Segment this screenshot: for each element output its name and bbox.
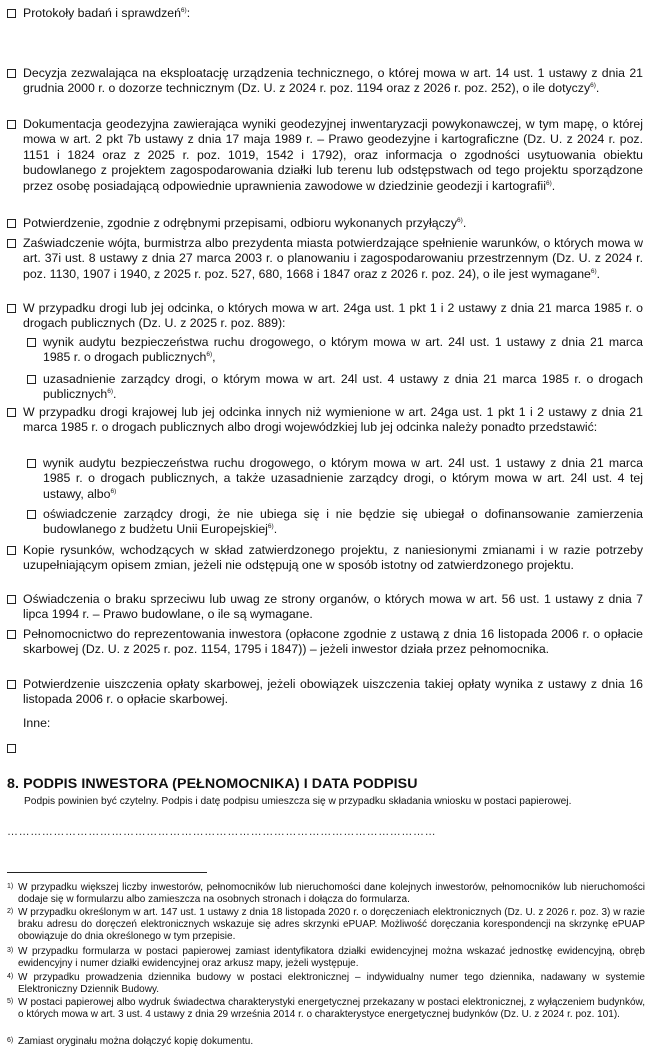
attachment-mayor-certificate: Zaświadczenie wójta, burmistrza albo prezydenta miasta potwierdzające spełnienie warunków, o których mowa w art. 37i ust. 8 ustawy z dnia 27 marca 2003 r. o planowaniu i zagospodarowaniu przestrzennym (Dz. U. z 2024 r. poz. 1130, 1907 i 1940, z 2025 r. poz. 527, 680, 1668 i 1847 oraz z 2026 r. poz. 24), o ile jest wymagane$^{6)}$. [7, 236, 643, 282]
footnote-number: 1) [7, 883, 14, 890]
attachment-no-objection-statements [7, 592, 643, 623]
item-text: Decyzja zezwalająca na eksploatację urządzenia technicznego, o której mowa w art. 14 ust. 1 ustawy z dnia 21 grudnia 2000 r. o dozorze technicznym (Dz. U. z 2024 r. poz. 1194 oraz z 2026 r. poz. 252), o ile dotyczy [23, 66, 643, 96]
footnote-2 [7, 907, 645, 944]
item-text: uzasadnienie zarządcy drogi, o którym mowa w art. 24l ust. 4 ustawy z dnia 21 marca 1985 r. o drogach publicznych [43, 372, 643, 402]
footnote-6 [7, 1036, 645, 1048]
checkbox-other[interactable] [7, 744, 16, 753]
checkbox-stamp-duty-confirmation[interactable] [7, 680, 16, 689]
checkbox-no-objection-statements[interactable] [7, 595, 16, 604]
checkbox-road-audit-and-justification[interactable] [27, 459, 36, 468]
footnote-number: 5) [7, 998, 14, 1005]
item-text: wynik audytu bezpieczeństwa ruchu drogowego, o którym mowa w art. 24l ust. 1 ustawy z dnia 21 marca 1985 r. o drogach publicznych, a także uzasadnienie zarządcy drogi, o którym mowa w art. 24l ust. 4 tej ustawy, albo [43, 456, 643, 501]
item-text: Dokumentacja geodezyjna zawierająca wyniki geodezyjnej inwentaryzacji powykonawczej, w tym mapę, o której mowa w art. 2 pkt 7b ustawy z dnia 17 maja 1989 r. – Prawo geodezyjne i kartograficzne (Dz. U. z 2024 r. poz. 1151 i 1824 oraz z 2025 r. poz. 1019, 1542 i 1792), oraz informacja o zgodności usytuowania obiektu budowlanego z projektem zagospodarowania działki lub terenu lub odstępstwach od tego projektu sporządzone przez osobę posiadającą odpowiednie uprawnienia zawodowe w dziedzinie geodezji i kartografii [23, 117, 643, 193]
footnote-text: W przypadku prowadzenia dziennika budowy w postaci elektronicznej – indywidualny numer tego dziennika, nadawany w systemie Elektroniczny Dziennik Budowy. [18, 972, 645, 996]
checkbox-drawing-copies[interactable] [7, 546, 16, 555]
checkbox-mayor-certificate[interactable] [7, 239, 16, 248]
footnote-ref: 6) [206, 351, 213, 359]
attachment-power-of-attorney [7, 627, 643, 658]
attachment-eu-funding-statement: oświadczenie zarządcy drogi, że nie ubiega się i nie będzie się ubiegał o dofinansowanie zamierzenia budowlanego z budżetu Unii Europejskiej$^{6)}$. [27, 507, 643, 538]
footnote-5 [7, 997, 645, 1021]
attachment-drawing-copies [7, 543, 643, 574]
footnote-number: 2) [7, 908, 14, 915]
footnote-ref: 6) [545, 179, 552, 187]
checkbox-public-roads[interactable] [7, 304, 16, 313]
attachment-geodetic-documentation: Dokumentacja geodezyjna zawierająca wyniki geodezyjnej inwentaryzacji powykonawczej, w tym mapę, o której mowa w art. 2 pkt 7b ustawy z dnia 17 maja 1989 r. – Prawo geodezyjne i kartograficzne (Dz. U. z 2024 r. poz. 1151 i 1824 oraz z 2025 r. poz. 1019, 1542 i 1792), oraz informacja o zgodności usytuowania obiektu budowlanego z projektem zagospodarowania działki lub terenu lub odstępstwach od tego projektu sporządzone przez osobę posiadającą odpowiednie uprawnienia zawodowe w dziedzinie geodezji i kartografii$^{6)}$. [7, 117, 643, 194]
footnote-ref: 6) [110, 487, 117, 495]
checkbox-test-protocols[interactable] [7, 9, 16, 18]
footnote-text: W przypadku formularza w postaci papierowej zamiast identyfikatora działki ewidencyjnej można wskazać jednostkę ewidencyjną, obręb ewidencyjny i numer działki ewidencyjnej oraz arkusz mapy, jeżeli występuje. [18, 946, 645, 970]
checkbox-eu-funding-statement[interactable] [27, 510, 36, 519]
attachment-road-manager-justification: uzasadnienie zarządcy drogi, o którym mowa w art. 24l ust. 4 ustawy z dnia 21 marca 1985 r. o drogach publicznych$^{6)}$. [27, 372, 643, 403]
footnote-ref: 6) [267, 523, 274, 531]
attachment-connections-acceptance: Potwierdzenie, zgodnie z odrębnymi przepisami, odbioru wykonanych przyłączy$^{6)}$. [7, 216, 643, 231]
item-text: W przypadku drogi krajowej lub jej odcinka innych niż wymienione w art. 24ga ust. 1 pkt 1 i 2 ustawy z dnia 21 marca 1985 r. o drogach publicznych albo drogi wojewódzkiej lub jej odcinka należy ponadto przedstawić: [23, 405, 643, 435]
attachment-stamp-duty-confirmation [7, 677, 643, 708]
signature-field[interactable]: ………………………………………………………………………………………………… [7, 826, 437, 838]
item-text: W przypadku drogi lub jej odcinka, o których mowa w art. 24ga ust. 1 pkt 1 i 2 ustawy z dnia 21 marca 1985 r. o drogach publicznych (Dz. U. z 2025 r. poz. 889): [23, 301, 643, 331]
item-text: Zaświadczenie wójta, burmistrza albo prezydenta miasta potwierdzające spełnienie warunków, o których mowa w art. 37i ust. 8 ustawy z dnia 27 marca 2003 r. o planowaniu i zagospodarowaniu przestrzennym (Dz. U. z 2024 r. poz. 1130, 1907 i 1940, z 2025 r. poz. 527, 680, 1668 i 1847 oraz z 2026 r. poz. 24), o ile jest wymagane [23, 236, 643, 281]
footnote-ref: 6) [590, 82, 596, 90]
attachment-national-road [7, 405, 643, 436]
item-text: oświadczenie zarządcy drogi, że nie ubiega się i nie będzie się ubiegał o dofinansowanie zamierzenia budowlanego z budżetu Unii Europejskiej [43, 507, 643, 537]
item-text: Potwierdzenie, zgodnie z odrębnymi przepisami, odbioru wykonanych przyłączy [23, 216, 458, 230]
footnote-ref: 6) [457, 216, 463, 224]
checkbox-operating-permit[interactable] [7, 69, 16, 78]
signature-instructions: Podpis powinien być czytelny. Podpis i datę podpisu umieszcza się w przypadku składania wniosku w postaci papierowej. [24, 796, 572, 807]
checkbox-connections-acceptance[interactable] [7, 219, 16, 228]
footnote-number: 4) [7, 973, 14, 980]
item-text: Pełnomocnictwo do reprezentowania inwestora (opłacone zgodnie z ustawą z dnia 16 listopada 2006 r. o opłacie skarbowej (Dz. U. z 2025 r. poz. 1154, 1795 i 1847)) – jeżeli inwestor działa przez pełnomocnika. [23, 627, 643, 657]
footnote-text: Zamiast oryginału można dołączyć kopię dokumentu. [18, 1036, 254, 1047]
attachment-road-audit-and-justification [27, 456, 643, 502]
footnote-number: 3) [7, 947, 14, 954]
footnote-text: W przypadku określonym w art. 147 ust. 1 ustawy z dnia 18 listopada 2020 r. o doręczeniach elektronicznych (Dz. U. z 2026 r. poz. 3) w razie braku adresu do doręczeń elektronicznych wskazuje się adres skrzynki ePUAP. Możliwość doręczania korespondencji na skrzynkę ePUAP obowiązuje do dnia określonego w tym przepisie. [18, 907, 645, 943]
item-text: Protokoły badań i sprawdzeń [23, 6, 181, 20]
footnote-number: 6) [7, 1037, 14, 1044]
attachment-public-roads [7, 301, 643, 332]
attachment-road-safety-audit: wynik audytu bezpieczeństwa ruchu drogowego, o którym mowa w art. 24l ust. 1 ustawy z dnia 21 marca 1985 r. o drogach publicznych$^{6)}$, [27, 335, 643, 366]
footnote-ref: 6) [590, 267, 597, 275]
footnote-text: W postaci papierowej albo wydruk świadectwa charakterystyki energetycznej przekazany w postaci elektronicznej, z wyłączeniem budynków, o których mowa w art. 3 ust. 4 ustawy z dnia 29 września 2014 r. o charakterystyce energetycznej budynków (Dz. U. z 2024 r. poz. 101). [18, 997, 645, 1021]
checkbox-power-of-attorney[interactable] [7, 630, 16, 639]
footnote-text: W przypadku większej liczby inwestorów, pełnomocników lub nieruchomości dane kolejnych inwestorów, pełnomocników lub nieruchomości dodaje się w formularzu albo zamieszcza na osobnych stronach i dołącza do formularza. [18, 882, 645, 906]
footnote-1 [7, 882, 645, 906]
other-label: Inne: [23, 716, 51, 730]
footnote-separator [7, 872, 207, 873]
item-text: Oświadczenia o braku sprzeciwu lub uwag ze strony organów, o których mowa w art. 56 ust. 1 ustawy z dnia 7 lipca 1994 r. – Prawo budowlane, o ile są wymagane. [23, 592, 643, 622]
item-text: wynik audytu bezpieczeństwa ruchu drogowego, o którym mowa w art. 24l ust. 1 ustawy z dnia 21 marca 1985 r. o drogach publicznych [43, 335, 643, 365]
footnote-3 [7, 946, 645, 970]
footnote-ref: 6) [180, 6, 187, 14]
checkbox-geodetic-documentation[interactable] [7, 120, 16, 129]
item-text: Kopie rysunków, wchodzących w skład zatwierdzonego projektu, z naniesionymi zmianami i w razie potrzeby uzupełniającym opisem zmian, jeżeli nie odstępują one w sposób istotny od zatwierdzonego projektu. [23, 543, 643, 573]
attachment-operating-permit: Decyzja zezwalająca na eksploatację urządzenia technicznego, o której mowa w art. 14 ust. 1 ustawy z dnia 21 grudnia 2000 r. o dozorze technicznym (Dz. U. z 2024 r. poz. 1194 oraz z 2026 r. poz. 252), o ile dotyczy$^{6)}$. [7, 66, 643, 97]
footnote-4 [7, 972, 645, 996]
checkbox-road-manager-justification[interactable] [27, 375, 36, 384]
item-text: Potwierdzenie uiszczenia opłaty skarbowej, jeżeli obowiązek uiszczenia takiej opłaty wynika z ustawy z dnia 16 listopada 2006 r. o opłacie skarbowej. [23, 677, 643, 707]
checkbox-national-road[interactable] [7, 408, 16, 417]
attachment-test-protocols: Protokoły badań i sprawdzeń$^{6)}$: [7, 6, 643, 21]
section-8-title: 8. PODPIS INWESTORA (PEŁNOMOCNIKA) I DATA PODPISU [7, 776, 418, 792]
checkbox-road-safety-audit[interactable] [27, 338, 36, 347]
footnote-ref: 6) [107, 388, 114, 396]
